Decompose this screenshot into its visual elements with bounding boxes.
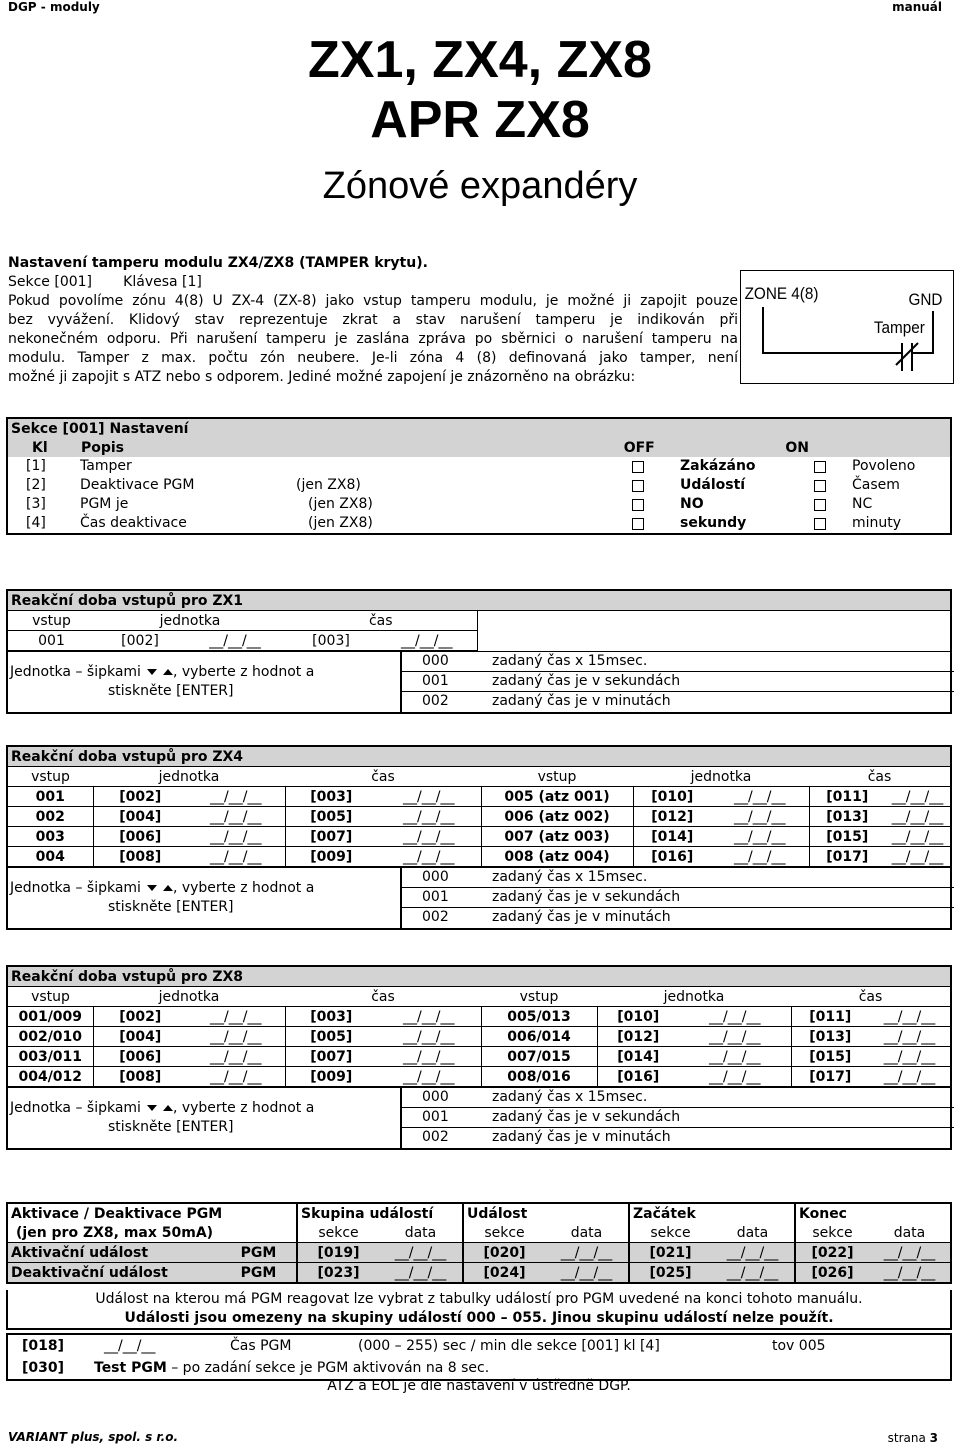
unit-option xyxy=(402,908,954,927)
test-pgm xyxy=(94,1358,489,1378)
pgm-deakt-data[interactable]: __/__/__ xyxy=(869,1263,951,1284)
zx8-time-section[interactable]: [011] xyxy=(791,1007,869,1027)
zx4-time-section[interactable]: [011] xyxy=(809,787,885,807)
arrow-down-icon xyxy=(147,1105,157,1111)
zx1-unit-section[interactable]: [002] xyxy=(95,631,185,652)
zx1-time-section[interactable]: [003] xyxy=(285,631,377,652)
unit-option xyxy=(402,652,954,672)
zx8-unit-section[interactable]: [012] xyxy=(597,1027,679,1047)
unit-option-code: 000 xyxy=(422,869,449,885)
arrow-up-icon xyxy=(163,1105,173,1111)
zx8-time-blank[interactable]: __/__/__ xyxy=(377,1027,481,1047)
zx1-title: Reakční doba vstupů pro ZX1 xyxy=(7,590,951,611)
zx8-unit-blank[interactable]: __/__/__ xyxy=(187,1067,285,1088)
zx8-time-section[interactable]: [013] xyxy=(791,1027,869,1047)
pgm-deakt-data[interactable]: __/__/__ xyxy=(711,1263,795,1284)
setting-desc: Tamper xyxy=(80,458,132,474)
zx4-time-blank[interactable]: __/__/__ xyxy=(377,787,481,807)
col-jednotka: jednotka xyxy=(633,767,809,787)
pgm-note2: Události jsou omezeny na skupiny událostí 000 – 055. Jinou skupinu událostí nelze použít. xyxy=(124,1310,834,1326)
pgm-akt-data[interactable]: __/__/__ xyxy=(379,1243,463,1263)
unit-option-text: zadaný čas x 15msec. xyxy=(492,653,648,669)
unit-instruction xyxy=(10,1100,314,1116)
zx4-time-blank[interactable]: __/__/__ xyxy=(377,827,481,847)
test-pgm-label: Test PGM xyxy=(94,1360,167,1376)
zx8-table xyxy=(6,965,952,1088)
zx1-block xyxy=(6,589,952,714)
unit-instruction-enter: stiskněte [ENTER] xyxy=(108,1119,234,1135)
pgm-deakt-data[interactable]: __/__/__ xyxy=(545,1263,629,1284)
sec-018[interactable]: [018] xyxy=(22,1338,65,1354)
unit-instruction xyxy=(10,664,314,680)
pgm-akt-sec[interactable]: [020] xyxy=(463,1243,545,1263)
zx1-unit-blank[interactable]: __/__/__ xyxy=(185,631,285,652)
zx4-time-blank[interactable]: __/__/__ xyxy=(885,847,951,868)
zx4-unit-section[interactable]: [010] xyxy=(633,787,711,807)
zx4-time-section[interactable]: [003] xyxy=(285,787,377,807)
zx4-input: 005 (atz 001) xyxy=(481,787,633,807)
intro-line: nekonečném odporu. Při narušení tamperu je zaslána zpráva po sběrnici o narušení tamperu na xyxy=(8,331,738,347)
unit-option xyxy=(402,888,954,908)
checkbox-off[interactable] xyxy=(632,518,644,530)
col-vstup: vstup xyxy=(7,767,93,787)
zx4-input: 003 xyxy=(7,827,93,847)
unit-option xyxy=(402,692,954,711)
pgm-akt-pgm: PGM xyxy=(221,1243,297,1263)
unit-option-text: zadaný čas je v sekundách xyxy=(492,889,681,905)
header-right: manuál xyxy=(892,0,942,14)
arrow-up-icon xyxy=(163,669,173,675)
pgm-col-zacatek: Začátek xyxy=(629,1203,795,1223)
zx4-unit-section[interactable]: [014] xyxy=(633,827,711,847)
sec-030[interactable]: [030] xyxy=(22,1360,65,1376)
zx4-time-blank[interactable]: __/__/__ xyxy=(377,847,481,868)
unit-option-text: zadaný čas x 15msec. xyxy=(492,869,648,885)
zx8-input: 007/015 xyxy=(481,1047,597,1067)
zx8-unit-section[interactable]: [010] xyxy=(597,1007,679,1027)
col-cas: čas xyxy=(285,987,481,1007)
col-vstup: vstup xyxy=(7,611,95,631)
unit-instruction-b: , vyberte z hodnot a xyxy=(172,880,315,896)
setting-note: (jen ZX8) xyxy=(308,515,373,531)
setting-key: [1] xyxy=(26,458,46,474)
pgm-akt-sec[interactable]: [021] xyxy=(629,1243,711,1263)
pgm-note1: Událost na kterou má PGM reagovat lze vybrat z tabulky událostí pro PGM uvedené na konci tohoto manuálu. xyxy=(95,1291,863,1307)
zx8-unit-section[interactable]: [002] xyxy=(93,1007,187,1027)
intro-line: možné ji zapojit s ATZ nebo s odporem. Jediné možné zapojení je znázorněno na obrázku: xyxy=(8,369,636,385)
row-030 xyxy=(8,1357,950,1379)
unit-option xyxy=(402,1088,954,1108)
footer-page-number: 3 xyxy=(929,1431,938,1445)
setting-on-label: minuty xyxy=(852,515,902,531)
zx4-unit-blank[interactable]: __/__/__ xyxy=(711,847,809,868)
setting-key: [2] xyxy=(26,477,46,493)
unit-option-code: 001 xyxy=(422,673,449,689)
setting-row xyxy=(6,476,952,495)
setting-on-label: Povoleno xyxy=(852,458,916,474)
zx8-time-section[interactable]: [017] xyxy=(791,1067,869,1088)
zx4-unit-blank[interactable]: __/__/__ xyxy=(711,827,809,847)
unit-option xyxy=(402,672,954,692)
zx8-unit-blank[interactable]: __/__/__ xyxy=(187,1027,285,1047)
setting-key: [3] xyxy=(26,496,46,512)
atz-note: ATZ a EOL je dle nastavení v ústředně DGP. xyxy=(327,1378,631,1394)
zx8-unit-blank[interactable]: __/__/__ xyxy=(679,1007,791,1027)
title-line1: ZX1, ZX4, ZX8 xyxy=(308,31,652,89)
intro-line: bez vyvážení. Klidový stav reprezentuje zkrat a stav narušení tamperu je indikován při xyxy=(8,312,738,328)
zx4-time-section[interactable]: [017] xyxy=(809,847,885,868)
zx4-unit-section[interactable]: [012] xyxy=(633,807,711,827)
setting-note: (jen ZX8) xyxy=(308,496,373,512)
pgm-deakt-sec[interactable]: [024] xyxy=(463,1263,545,1284)
zx4-time-blank[interactable]: __/__/__ xyxy=(885,827,951,847)
zx8-input: 004/012 xyxy=(7,1067,93,1088)
zx4-time-section[interactable]: [005] xyxy=(285,807,377,827)
footer-page xyxy=(888,1431,938,1445)
zx4-table xyxy=(6,745,952,868)
zx4-time-section[interactable]: [007] xyxy=(285,827,377,847)
zx4-unit-section[interactable]: [004] xyxy=(93,807,187,827)
unit-option-text: zadaný čas je v minutách xyxy=(492,909,671,925)
zx1-input: 001 xyxy=(7,631,95,652)
zx4-block xyxy=(6,745,952,930)
unit-option xyxy=(402,1128,954,1147)
zx8-input: 002/010 xyxy=(7,1027,93,1047)
setting-desc: PGM je xyxy=(80,496,129,512)
zx8-title: Reakční doba vstupů pro ZX8 xyxy=(7,966,951,987)
footer-company: VARIANT plus, spol. s r.o. xyxy=(8,1430,178,1444)
setting-off-label: Zakázáno xyxy=(680,458,756,474)
zx4-unit-blank[interactable]: __/__/__ xyxy=(711,787,809,807)
zx8-input: 001/009 xyxy=(7,1007,93,1027)
col-popis: Popis xyxy=(80,439,125,456)
pgm-sub-data: data xyxy=(869,1223,951,1243)
section-001-title: Sekce [001] Nastavení xyxy=(7,418,951,438)
col-jednotka: jednotka xyxy=(597,987,791,1007)
section-001-table xyxy=(6,417,952,457)
tamper-label: Tamper xyxy=(873,318,925,338)
zx8-unit-blank[interactable]: __/__/__ xyxy=(679,1047,791,1067)
setting-row xyxy=(6,457,952,476)
pgm-deakt-sec[interactable]: [023] xyxy=(297,1263,379,1284)
col-cas: čas xyxy=(285,767,481,787)
zx4-input: 004 xyxy=(7,847,93,868)
zx4-unit-section[interactable]: [008] xyxy=(93,847,187,868)
zx8-time-section[interactable]: [015] xyxy=(791,1047,869,1067)
zx4-title: Reakční doba vstupů pro ZX4 xyxy=(7,746,951,767)
checkbox-on[interactable] xyxy=(814,480,826,492)
checkbox-on[interactable] xyxy=(814,461,826,473)
pgm-deakt-sec[interactable]: [025] xyxy=(629,1263,711,1284)
zx4-unit-blank[interactable]: __/__/__ xyxy=(711,807,809,827)
title-line2: APR ZX8 xyxy=(370,91,590,149)
unit-instruction-a: Jednotka – šipkami xyxy=(10,664,141,680)
unit-option-code: 002 xyxy=(422,909,449,925)
setting-off-label: sekundy xyxy=(680,515,747,531)
col-vstup: vstup xyxy=(7,987,93,1007)
zx8-time-section[interactable]: [003] xyxy=(285,1007,377,1027)
arrow-up-icon xyxy=(163,885,173,891)
page-subtitle: Zónové expandéry xyxy=(322,165,638,207)
pgm-deakt-sec[interactable]: [026] xyxy=(795,1263,869,1284)
zx4-time-blank[interactable]: __/__/__ xyxy=(885,787,951,807)
zx8-time-blank[interactable]: __/__/__ xyxy=(869,1007,951,1027)
pgm-sub-sekce: sekce xyxy=(463,1223,545,1243)
cas-pgm-default: tov 005 xyxy=(772,1338,826,1354)
cas-pgm-label: Čas PGM xyxy=(230,1338,292,1354)
pgm-heading: Aktivace / Deaktivace PGM xyxy=(7,1203,297,1223)
pgm-sub-data: data xyxy=(545,1223,629,1243)
zx8-input: 005/013 xyxy=(481,1007,597,1027)
row-018 xyxy=(8,1335,950,1357)
unit-option-code: 001 xyxy=(422,1109,449,1125)
setting-desc: Čas deaktivace xyxy=(80,515,187,531)
zx8-unit-section[interactable]: [006] xyxy=(93,1047,187,1067)
intro-heading: Nastavení tamperu modulu ZX4/ZX8 (TAMPER krytu). xyxy=(8,255,428,271)
zone-label: ZONE 4(8) xyxy=(744,284,819,304)
zx4-time-blank[interactable]: __/__/__ xyxy=(885,807,951,827)
pgm-table xyxy=(6,1202,952,1284)
setting-on-label: NC xyxy=(852,496,873,512)
col-on: ON xyxy=(785,438,951,457)
intro-line: modulu. Tamper z max. počtu zón neubere. Je-li zóna 4 (8) definovaná jako tamper, není xyxy=(8,350,738,366)
unit-option-code: 001 xyxy=(422,889,449,905)
zx4-unit-blank[interactable]: __/__/__ xyxy=(187,827,285,847)
zx4-unit-blank[interactable]: __/__/__ xyxy=(187,847,285,868)
pgm-col-konec: Konec xyxy=(795,1203,951,1223)
checkbox-off[interactable] xyxy=(632,461,644,473)
checkbox-off[interactable] xyxy=(632,499,644,511)
col-jednotka: jednotka xyxy=(93,987,285,1007)
setting-off-label: Událostí xyxy=(680,477,746,493)
intro-line: Sekce [001] Klávesa [1] xyxy=(8,274,202,290)
col-jednotka: jednotka xyxy=(95,611,285,631)
gnd-label: GND xyxy=(908,290,943,310)
zx1-table xyxy=(6,589,952,652)
unit-option-text: zadaný čas je v sekundách xyxy=(492,1109,681,1125)
pgm-sub-data: data xyxy=(711,1223,795,1243)
section-001-rows xyxy=(6,457,952,535)
page-title xyxy=(0,30,960,150)
unit-option-code: 002 xyxy=(422,1129,449,1145)
setting-key: [4] xyxy=(26,515,46,531)
test-pgm-text: – po zadání sekce je PGM aktivován na 8 sec. xyxy=(166,1360,490,1376)
zx4-input: 001 xyxy=(7,787,93,807)
zx8-unit-section[interactable]: [004] xyxy=(93,1027,187,1047)
zx4-unit-options xyxy=(6,868,952,930)
zx8-unit-blank[interactable]: __/__/__ xyxy=(679,1027,791,1047)
zx8-unit-blank[interactable]: __/__/__ xyxy=(187,1007,285,1027)
zx8-unit-blank[interactable]: __/__/__ xyxy=(679,1067,791,1088)
zx8-input: 008/016 xyxy=(481,1067,597,1088)
pgm-akt-data[interactable]: __/__/__ xyxy=(545,1243,629,1263)
pgm-col-udalost: Událost xyxy=(463,1203,629,1223)
unit-options-table xyxy=(400,868,954,928)
unit-option-text: zadaný čas je v sekundách xyxy=(492,673,681,689)
zx4-unit-section[interactable]: [006] xyxy=(93,827,187,847)
arrow-down-icon xyxy=(147,885,157,891)
zx4-unit-blank[interactable]: __/__/__ xyxy=(187,787,285,807)
unit-option xyxy=(402,1108,954,1128)
pgm-deakt-data[interactable]: __/__/__ xyxy=(379,1263,463,1284)
zx4-input: 008 (atz 004) xyxy=(481,847,633,868)
unit-option-code: 000 xyxy=(422,653,449,669)
unit-instruction-a: Jednotka – šipkami xyxy=(10,1100,141,1116)
pgm-akt-sec[interactable]: [019] xyxy=(297,1243,379,1263)
zx8-input: 006/014 xyxy=(481,1027,597,1047)
checkbox-on[interactable] xyxy=(814,499,826,511)
pgm-sub-sekce: sekce xyxy=(795,1223,869,1243)
zx4-input: 007 (atz 003) xyxy=(481,827,633,847)
unit-instruction xyxy=(10,880,314,896)
pgm-notes xyxy=(6,1290,952,1330)
zx4-time-section[interactable]: [009] xyxy=(285,847,377,868)
zx8-block xyxy=(6,965,952,1150)
zx8-time-blank[interactable]: __/__/__ xyxy=(869,1027,951,1047)
col-jednotka: jednotka xyxy=(93,767,285,787)
zx8-unit-section[interactable]: [016] xyxy=(597,1067,679,1088)
pgm-subheading: (jen pro ZX8, max 50mA) xyxy=(7,1223,297,1243)
setting-row xyxy=(6,514,952,535)
col-vstup: vstup xyxy=(481,767,633,787)
setting-off-label: NO xyxy=(680,496,704,512)
setting-on-label: Časem xyxy=(852,477,900,493)
footer-page-label: strana xyxy=(887,1431,926,1445)
setting-note: (jen ZX8) xyxy=(296,477,361,493)
unit-options-table xyxy=(400,1088,954,1148)
zx4-unit-section[interactable]: [016] xyxy=(633,847,711,868)
zx1-time-blank[interactable]: __/__/__ xyxy=(377,631,477,652)
zx8-time-blank[interactable]: __/__/__ xyxy=(377,1047,481,1067)
zx8-unit-section[interactable]: [008] xyxy=(93,1067,187,1088)
zx4-unit-blank[interactable]: __/__/__ xyxy=(187,807,285,827)
col-off: OFF xyxy=(623,439,655,456)
zx8-time-blank[interactable]: __/__/__ xyxy=(377,1067,481,1088)
pgm-akt-sec[interactable]: [022] xyxy=(795,1243,869,1263)
unit-option-code: 000 xyxy=(422,1089,449,1105)
zx4-time-blank[interactable]: __/__/__ xyxy=(377,807,481,827)
col-vstup: vstup xyxy=(481,987,597,1007)
col-cas: čas xyxy=(791,987,951,1007)
setting-row xyxy=(6,495,952,514)
unit-instruction-a: Jednotka – šipkami xyxy=(10,880,141,896)
pgm-deakt-pgm: PGM xyxy=(221,1263,297,1284)
zx8-time-section[interactable]: [005] xyxy=(285,1027,377,1047)
unit-instruction-b: , vyberte z hodnot a xyxy=(172,664,315,680)
cas-pgm-range: (000 – 255) sec / min dle sekce [001] kl [4] xyxy=(358,1338,660,1354)
pgm-sub-data: data xyxy=(379,1223,463,1243)
arrow-down-icon xyxy=(147,669,157,675)
col-kl: Kl xyxy=(7,438,51,457)
pgm-time-box xyxy=(6,1333,952,1381)
zx8-time-section[interactable]: [009] xyxy=(285,1067,377,1088)
sec-018-blank[interactable]: __/__/__ xyxy=(104,1338,156,1354)
zx8-time-blank[interactable]: __/__/__ xyxy=(377,1007,481,1027)
tamper-diagram xyxy=(740,270,954,384)
header-left: DGP - moduly xyxy=(8,0,100,14)
zx8-time-blank[interactable]: __/__/__ xyxy=(869,1067,951,1088)
pgm-akt-label: Aktivační událost xyxy=(7,1243,221,1263)
unit-option-text: zadaný čas x 15msec. xyxy=(492,1089,648,1105)
zx8-time-section[interactable]: [007] xyxy=(285,1047,377,1067)
pgm-akt-data[interactable]: __/__/__ xyxy=(869,1243,951,1263)
zx4-time-section[interactable]: [015] xyxy=(809,827,885,847)
unit-instruction-b: , vyberte z hodnot a xyxy=(172,1100,315,1116)
tamper-wiring-svg xyxy=(741,271,953,383)
unit-instruction-enter: stiskněte [ENTER] xyxy=(108,899,234,915)
zx8-unit-blank[interactable]: __/__/__ xyxy=(187,1047,285,1067)
pgm-deakt-label: Deaktivační událost xyxy=(7,1263,221,1284)
pgm-col-skupina: Skupina událostí xyxy=(297,1203,463,1223)
zx4-input: 002 xyxy=(7,807,93,827)
intro-text xyxy=(8,254,738,387)
intro-line: Pokud povolíme zónu 4(8) U ZX-4 (ZX-8) jako vstup tamperu modulu, je možné ji zapojit pouze xyxy=(8,293,738,309)
checkbox-on[interactable] xyxy=(814,518,826,530)
unit-option-text: zadaný čas je v minutách xyxy=(492,1129,671,1145)
zx8-unit-options xyxy=(6,1088,952,1150)
col-cas: čas xyxy=(285,611,477,631)
checkbox-off[interactable] xyxy=(632,480,644,492)
unit-instruction-enter: stiskněte [ENTER] xyxy=(108,683,234,699)
zx4-unit-section[interactable]: [002] xyxy=(93,787,187,807)
unit-options-table xyxy=(400,652,954,712)
pgm-sub-sekce: sekce xyxy=(629,1223,711,1243)
pgm-akt-data[interactable]: __/__/__ xyxy=(711,1243,795,1263)
unit-option-code: 002 xyxy=(422,693,449,709)
zx4-input: 006 (atz 002) xyxy=(481,807,633,827)
col-cas: čas xyxy=(809,767,951,787)
pgm-sub-sekce: sekce xyxy=(297,1223,379,1243)
zx4-time-section[interactable]: [013] xyxy=(809,807,885,827)
zx8-time-blank[interactable]: __/__/__ xyxy=(869,1047,951,1067)
zx8-input: 003/011 xyxy=(7,1047,93,1067)
unit-option-text: zadaný čas je v minutách xyxy=(492,693,671,709)
unit-option xyxy=(402,868,954,888)
zx1-unit-options xyxy=(6,652,952,714)
setting-desc: Deaktivace PGM xyxy=(80,477,195,493)
zx8-unit-section[interactable]: [014] xyxy=(597,1047,679,1067)
